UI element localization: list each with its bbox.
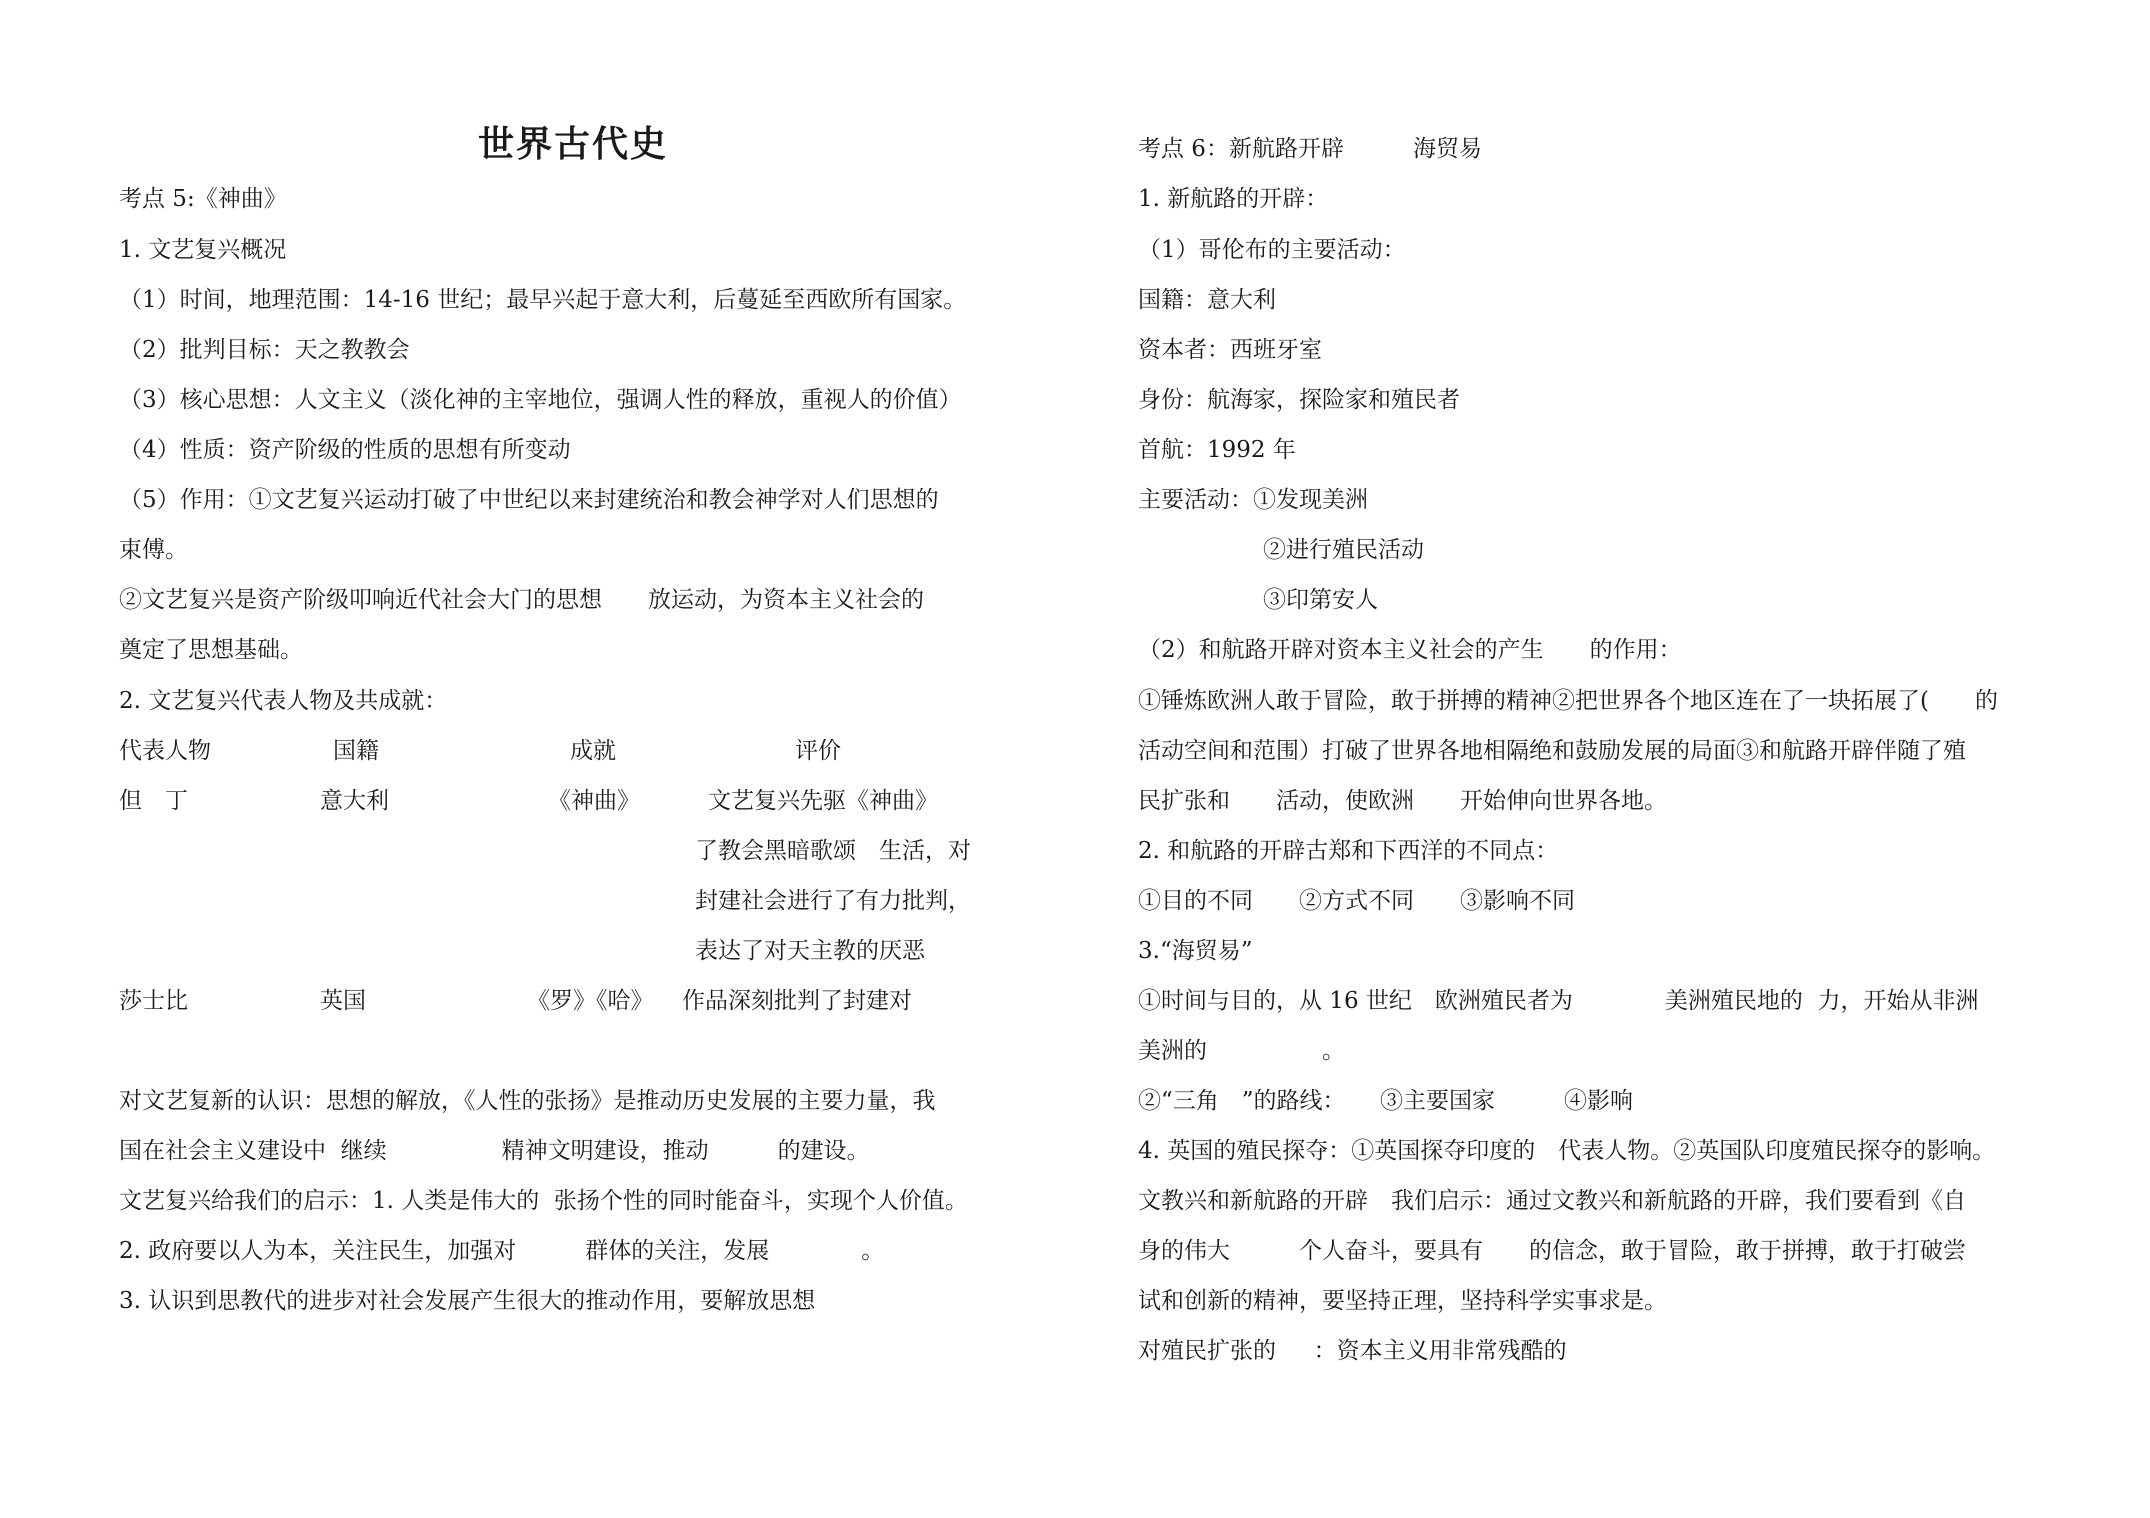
text-line: （3）核心思想：人文主义（淡化神的主宰地位，强调人性的释放，重视人的价值） <box>119 387 962 413</box>
text-line: 试和创新的精神，要坚持正理，坚持科学实事求是。 <box>1138 1288 1667 1314</box>
table-cell: 封建社会进行了有力批判， <box>695 888 971 914</box>
text-line: ①锤炼欧洲人敢于冒险，敢于拼搏的精神②把世界各个地区连在了一块拓展了( 的 <box>1138 688 1998 714</box>
table-cell: 表达了对天主教的厌恶 <box>695 938 925 964</box>
table-header-evaluation: 评价 <box>795 738 841 764</box>
subheading-differences: 2. 和航路的开辟古郑和下西洋的不同点： <box>1138 838 1559 864</box>
subheading-new-routes: 1. 新航路的开辟： <box>1138 186 1329 212</box>
text-line: 3. 认识到思教代的进步对社会发展产生很大的推动作用，要解放思想 <box>119 1288 816 1314</box>
text-line: 民扩张和 活动，使欧洲 开始伸向世界各地。 <box>1138 788 1667 814</box>
table-cell: 意大利 <box>320 788 389 814</box>
text-line: （2）和航路开辟对资本主义社会的产生 的作用： <box>1138 637 1682 663</box>
text-line: 首航：1992 年 <box>1138 437 1296 463</box>
table-header-achievement: 成就 <box>570 738 616 764</box>
text-line: （4）性质：资产阶级的性质的思想有所变动 <box>119 437 571 463</box>
text-line: 主要活动：①发现美洲 <box>1138 487 1368 513</box>
text-line: 资本者：西班牙室 <box>1138 337 1322 363</box>
text-line: ③印第安人 <box>1263 587 1378 613</box>
text-line: 国籍：意大利 <box>1138 287 1276 313</box>
subheading-renaissance-overview: 1. 文艺复兴概况 <box>119 237 287 263</box>
text-line: 身的伟大 个人奋斗，要具有 的信念，敢于冒险，敢于拼搏，敢于打破尝 <box>1138 1238 1966 1264</box>
text-line: 活动空间和范围）打破了世界各地相隔绝和鼓励发展的局面③和航路开辟伴随了殖 <box>1138 738 1966 764</box>
table-cell: 作品深刻批判了封建对 <box>682 988 912 1014</box>
text-line: 2. 政府要以人为本，关注民生，加强对 群体的关注，发展 。 <box>119 1238 885 1264</box>
table-cell: 《神曲》 <box>548 788 640 814</box>
table-cell: 《罗》《哈》 <box>527 988 654 1014</box>
subheading-representatives: 2. 文艺复兴代表人物及共成就： <box>119 688 448 714</box>
text-line: ②进行殖民活动 <box>1263 537 1424 563</box>
text-line: 国在社会主义建设中 继续 精神文明建设，推动 的建设。 <box>119 1138 870 1164</box>
table-cell: 文艺复兴先驱《神曲》 <box>708 788 938 814</box>
table-cell: 了教会黑暗歌颂 生活，对 <box>695 838 971 864</box>
table-cell: 英国 <box>320 988 366 1014</box>
text-line: 对殖民扩张的 ：资本主义用非常残酷的 <box>1138 1338 1567 1364</box>
text-line: （5）作用：①文艺复兴运动打破了中世纪以来封建统治和教会神学对人们思想的 <box>119 487 939 513</box>
text-line: 奠定了思想基础。 <box>119 637 303 663</box>
section-heading-k5: 考点 5:《神曲》 <box>119 186 287 212</box>
page-title: 世界古代史 <box>478 123 669 165</box>
text-line: 对文艺复新的认识：思想的解放，《人性的张扬》是推动历史发展的主要力量，我 <box>119 1088 936 1114</box>
text-line: 文教兴和新航路的开辟 我们启示：通过文教兴和新航路的开辟，我们要看到《自 <box>1138 1188 1966 1214</box>
text-line: ②“三角 ”的路线： ③主要国家 ④影响 <box>1138 1088 1634 1114</box>
text-line: 束傅。 <box>119 537 188 563</box>
table-cell: 莎士比 <box>119 988 188 1014</box>
text-line: 文艺复兴给我们的启示：1. 人类是伟大的 张扬个性的同时能奋斗，实现个人价值。 <box>119 1188 968 1214</box>
text-line: ①目的不同 ②方式不同 ③影响不同 <box>1138 888 1575 914</box>
table-cell: 但 丁 <box>119 788 188 814</box>
subheading-british-colonial: 4. 英国的殖民探夺：①英国探夺印度的 代表人物。②英国队印度殖民探夺的影响。 <box>1138 1138 1996 1164</box>
text-line: ①时间与目的，从 16 世纪 欧洲殖民者为 美洲殖民地的 力，开始从非洲 <box>1138 988 1979 1014</box>
text-line: （2）批判目标：天之教教会 <box>119 337 410 363</box>
table-header-person: 代表人物 <box>119 738 211 764</box>
text-line: ②文艺复兴是资产阶级叩响近代社会大门的思想 放运动，为资本主义社会的 <box>119 587 924 613</box>
text-line: 身份：航海家，探险家和殖民者 <box>1138 387 1460 413</box>
table-header-nation: 国籍 <box>333 738 379 764</box>
text-line: （1）哥伦布的主要活动： <box>1138 237 1406 263</box>
subheading-sea-trade: 3.“海贸易” <box>1138 938 1253 964</box>
section-heading-k6: 考点 6：新航路开辟 海贸易 <box>1138 136 1482 162</box>
text-line: （1）时间，地理范围：14-16 世纪；最早兴起于意大利，后蔓延至西欧所有国家。 <box>119 287 967 313</box>
text-line: 美洲的 。 <box>1138 1038 1345 1064</box>
